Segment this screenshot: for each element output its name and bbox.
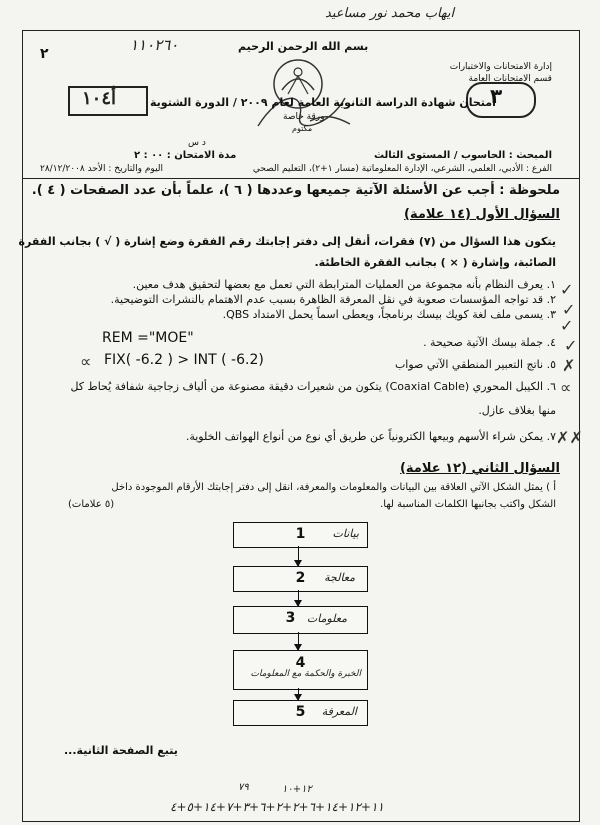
page-number: ٢ (40, 46, 49, 62)
handwritten-calc: ١٢+١٠ (282, 784, 312, 795)
page-footer: يتبع الصفحة الثانية... (64, 744, 178, 757)
q1-item-6-cont: منها بغلاف عازل. (478, 404, 556, 417)
check-mark-icon: ✓ (562, 300, 576, 319)
flow-box-3 (233, 606, 368, 634)
flow-number: 5 (295, 704, 306, 720)
basic-rem-code: REM ="MOE" (102, 330, 194, 346)
branch-label: الفرع : الأدبي، العلمي، الشرعي، الإدارة المعلوماتية (مسار ١+٢)، التعليم الصحي (252, 164, 552, 174)
date-label: اليوم والتاريخ : الأحد ٢٨/١٢/٢٠٠٨ (40, 164, 164, 174)
flow-handwritten-label: معالجة (324, 571, 355, 584)
flow-box-4 (233, 650, 368, 690)
flow-handwritten-label: بيانات (332, 527, 359, 540)
basic-expression: FIX( -6.2 ) > INT ( -6.2) (104, 352, 264, 368)
check-mark-icon: ✓ (560, 280, 574, 299)
flow-number: 2 (295, 570, 306, 586)
handwritten-code: ١١٠٢٦٠ (130, 36, 179, 54)
stamp-text: مكتوم (292, 124, 313, 133)
circled-number: ٣ (490, 84, 503, 108)
q1-item-2: ٢. قد تواجه المؤسسات صعوبة في نقل المعرفة الظاهرة بسبب عدم الاهتمام بالنشرات التوضيحية. (110, 293, 556, 306)
handwritten-calc: ٧٩ (238, 782, 249, 793)
flow-arrow (298, 590, 299, 606)
dept-section: قسم الامتحانات العامة (468, 74, 552, 84)
q2-marks: (٥ علامات) (68, 499, 115, 510)
duration-units: د س (188, 138, 206, 148)
q2-part-a-cont: الشكل واكتب بجانبها الكلمات المناسبة لها. (380, 499, 556, 510)
code-box-value: أ١٠٤ (82, 88, 117, 109)
handwritten-sum: ١١+١٢+١٤+٦+٢+٢+٦+٣+٧+١٤+٥+٤ (170, 800, 384, 814)
exam-note: ملحوظة : أجب عن الأسئلة الآتية جميعها وعددها ( ٦ )، علماً بأن عدد الصفحات ( ٤ ). (31, 183, 560, 198)
cross-mark-icon: ∝ (80, 352, 92, 371)
cross-mark-icon: ✗ (562, 356, 576, 375)
q1-item-5: ٥. ناتج التعبير المنطقي الآتي صواب (394, 358, 556, 371)
flow-handwritten-label: الخبرة والحكمة مع المعلومات (250, 669, 361, 679)
flow-number: 3 (285, 610, 296, 626)
q1-item-3: ٣. يسمى ملف لغة كويك بيسك برنامجاً، ويعطى اسماً يحمل الامتداد QBS. (222, 308, 556, 321)
cross-mark-icon: ✗✗ (556, 428, 583, 447)
q1-item-7: ٧. يمكن شراء الأسهم وبيعها الكترونياً عن طريق أي نوع من أنواع الهواتف الخلوية. (185, 430, 556, 443)
flow-arrow (298, 632, 299, 650)
q1-title: السؤال الأول (١٤ علامة) (404, 207, 560, 222)
flow-number: 1 (295, 526, 306, 542)
cross-mark-icon: ∝ (560, 378, 572, 397)
handwritten-name: ايهاب محمد نور مساعيد (325, 6, 455, 21)
header-divider (22, 178, 580, 179)
flow-handwritten-label: المعرفة (321, 705, 357, 718)
q1-item-1: ١. يعرف النظام بأنه مجموعة من العمليات المترابطة التي تعمل مع بعضها لتحقيق هدف معين. (132, 278, 556, 291)
q2-part-a: أ ) يمثل الشكل الآتي العلاقة بين البيانات والمعلومات والمعرفة، انقل إلى دفتر إجابتك الأرقام الموجودة داخل (111, 482, 556, 493)
check-mark-icon: ✓ (564, 336, 578, 355)
subject-label: المبحث : الحاسوب / المستوى الثالث (373, 150, 552, 161)
flow-handwritten-label: معلومات (306, 612, 347, 625)
basmala: بسم الله الرحمن الرحيم (238, 40, 369, 53)
q1-item-4: ٤. جملة بيسك الآتية صحيحة . (423, 336, 556, 349)
dept-name: إدارة الامتحانات والاختبارات (449, 62, 552, 72)
check-mark-icon: ✓ (560, 316, 574, 335)
flow-box-1 (233, 522, 368, 548)
q1-intro-cont: الصائبة، وإشارة ( × ) بجانب الفقرة الخاطئة. (314, 256, 556, 269)
q2-title: السؤال الثاني (١٢ علامة) (399, 461, 560, 476)
flow-arrow (298, 546, 299, 566)
q1-item-6: ٦. الكيبل المحوري (Coaxial Cable) يتكون من شعيرات دقيقة مصنوعة من ألياف زجاجية شفافة يُحاط كل (70, 380, 556, 393)
flow-box-5 (233, 700, 368, 726)
exam-subtitle: ورقة خاصة (283, 112, 325, 122)
flow-box-2 (233, 566, 368, 592)
flow-arrow (298, 688, 299, 700)
flow-number: 4 (295, 655, 306, 671)
q1-intro: يتكون هذا السؤال من (٧) فقرات، أنقل إلى دفتر إجابتك رقم الفقرة وضع إشارة ( √ ) بجانب الفقرة (18, 235, 556, 248)
exam-title: امتحان شهادة الدراسة الثانوية العامة لعام ٢٠٠٩ / الدورة الشتوية (150, 96, 496, 109)
duration-label: مدة الامتحان : ٠٠ : ٢ (134, 150, 237, 161)
